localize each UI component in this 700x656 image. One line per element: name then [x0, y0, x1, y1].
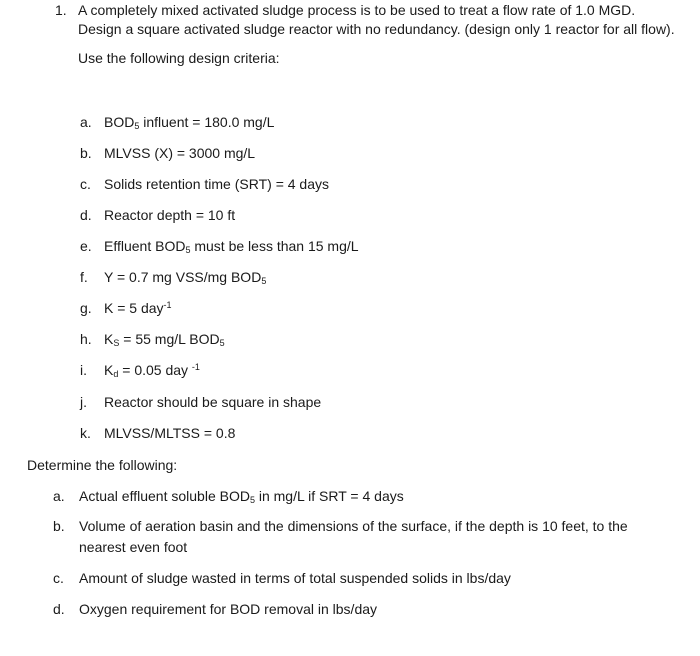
- criteria-item-a: a. $BOD_5$ influent = 180.0 mg/L: [80, 114, 275, 131]
- item-letter: d.: [53, 601, 65, 617]
- problem-statement-line2: Design a square activated sludge reactor with no redundancy. (design only 1 reactor for all flow).: [78, 21, 675, 37]
- item-letter: k.: [80, 425, 91, 441]
- problem-number: 1.: [55, 2, 67, 18]
- item-letter: b.: [80, 145, 92, 161]
- item-letter: h.: [80, 331, 92, 347]
- criteria-item-e: e. Effluent $BOD_5$ must be less than 15 mg/L: [80, 238, 359, 255]
- determine-item-d: d. Oxygen requirement for BOD removal in lbs/day: [53, 601, 378, 617]
- criteria-item-c: c. Solids retention time (SRT) = 4 days: [80, 176, 330, 192]
- item-letter: d.: [80, 207, 92, 223]
- problem-statement-line1: A completely mixed activated sludge process is to be used to treat a flow rate of 1.0 MGD.: [78, 2, 636, 18]
- item-letter: i.: [80, 362, 87, 378]
- criteria-item-f: f. Y = 0.7 mg VSS/mg $BOD_5$: [80, 269, 267, 286]
- determine-item-b-line2: nearest even foot: [79, 539, 188, 555]
- criteria-item-i: i. $K_d = 0.05$ day $^{-1}$: [80, 362, 200, 379]
- item-letter: a.: [53, 488, 65, 504]
- criteria-item-b: b. MLVSS (X) = 3000 mg/L: [80, 145, 256, 161]
- criteria-item-g: g. K = 5 day$^{-1}$: [80, 300, 172, 316]
- determine-heading: Determine the following:: [27, 457, 178, 473]
- item-letter: a.: [80, 114, 92, 130]
- item-letter: j.: [80, 394, 87, 410]
- determine-item-b: b. Volume of aeration basin and the dimensions of the surface, if the depth is 10 feet, to the: [53, 518, 628, 534]
- criteria-item-k: k. MLVSS/MLTSS = 0.8: [80, 425, 236, 441]
- criteria-item-h: h. $K_S = 55$ mg/L $BOD_5$: [80, 331, 225, 348]
- determine-item-a: a. Actual effluent soluble $BOD_5$ in mg/L if SRT = 4 days: [53, 488, 404, 505]
- item-letter: c.: [80, 176, 91, 192]
- criteria-intro: Use the following design criteria:: [78, 50, 280, 66]
- criteria-item-d: d. Reactor depth = 10 ft: [80, 207, 236, 223]
- item-letter: f.: [80, 269, 88, 285]
- item-letter: e.: [80, 238, 92, 254]
- determine-item-c: c. Amount of sludge wasted in terms of total suspended solids in lbs/day: [53, 570, 511, 586]
- item-letter: b.: [53, 518, 65, 534]
- item-letter: g.: [80, 300, 92, 316]
- item-letter: c.: [53, 570, 64, 586]
- criteria-item-j: j. Reactor should be square in shape: [80, 394, 322, 410]
